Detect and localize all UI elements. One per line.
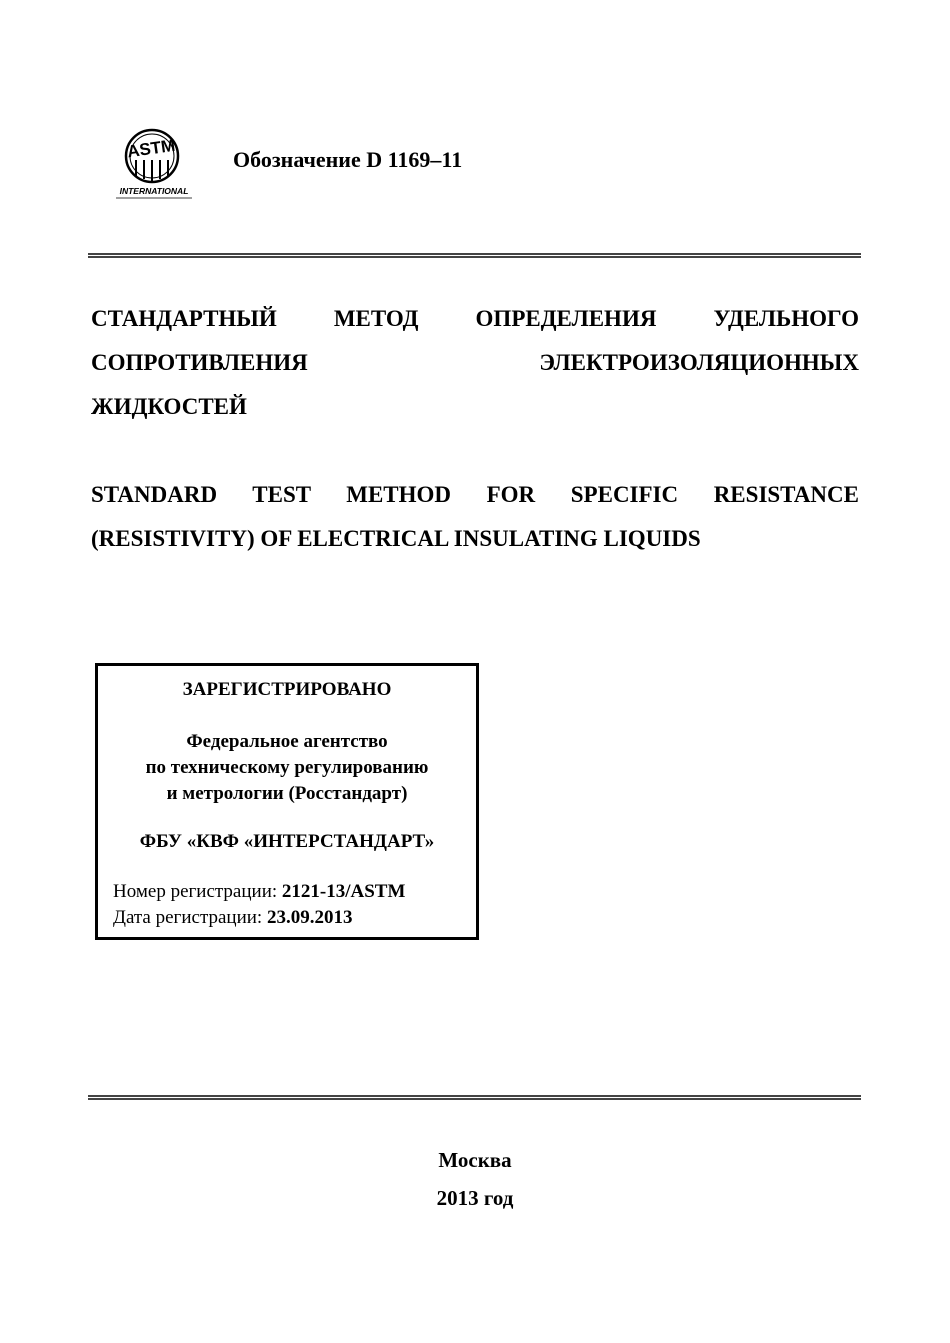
publication-city: Москва: [438, 1148, 512, 1172]
title-en-line-2: (RESISTIVITY) OF ELECTRICAL INSULATING LIQUIDS: [91, 526, 701, 551]
title-ru-line-2: СОПРОТИВЛЕНИЯ ЭЛЕКТРОИЗОЛЯЦИОННЫХ: [91, 350, 859, 375]
registration-organization: ФБУ «КВФ «ИНТЕРСТАНДАРТ»: [139, 831, 435, 852]
registration-date: [113, 907, 352, 929]
registration-date-value: 23.09.2013: [266, 907, 353, 928]
registration-number-value: 2121-13/ASTM: [281, 881, 406, 902]
title-russian: [91, 297, 859, 429]
bottom-divider: [88, 1095, 861, 1100]
top-divider: [88, 253, 861, 258]
logo-subtext: INTERNATIONAL: [119, 186, 189, 196]
registration-number-label: Номер регистрации:: [113, 881, 282, 902]
title-en-line-1: STANDARD TEST METHOD FOR SPECIFIC RESISTANCE: [91, 482, 859, 507]
registration-date-label: Дата регистрации:: [113, 907, 267, 928]
registration-heading: ЗАРЕГИСТРИРОВАНО: [182, 679, 392, 700]
registration-number: [113, 881, 405, 903]
registration-stamp: [95, 663, 479, 940]
title-english: [91, 473, 859, 561]
agency-line-1: Федеральное агентство: [186, 731, 388, 752]
title-ru-line-3: ЖИДКОСТЕЙ: [91, 394, 247, 419]
svg-text:ASTM: ASTM: [126, 135, 177, 162]
document-designation: Обозначение D 1169–11: [233, 147, 463, 172]
publication-year: 2013 год: [436, 1186, 514, 1210]
title-ru-line-1: СТАНДАРТНЫЙ МЕТОД ОПРЕДЕЛЕНИЯ УДЕЛЬНОГО: [91, 306, 859, 331]
astm-logo: [112, 124, 196, 200]
agency-line-2: по техническому регулированию: [145, 757, 429, 778]
agency-line-3: и метрологии (Росстандарт): [166, 783, 408, 804]
registration-agency: [98, 729, 476, 807]
